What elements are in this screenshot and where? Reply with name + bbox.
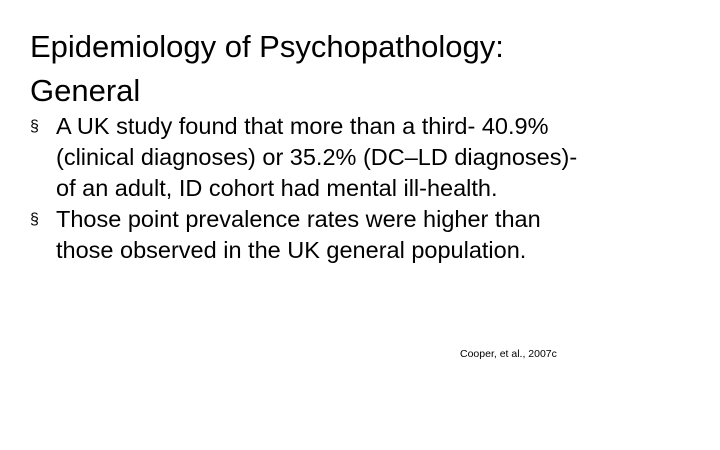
- bullet-item: [30, 111, 700, 204]
- bullet-text-line: Those point prevalence rates were higher than: [56, 206, 541, 232]
- bullet-text-line: (clinical diagnoses) or 35.2% (DC–LD diagnoses)-: [56, 144, 578, 170]
- bullet-item: [30, 204, 700, 266]
- bullet-text: [56, 111, 700, 204]
- bullet-marker-icon: §: [30, 118, 39, 135]
- bullet-text: [56, 204, 700, 266]
- bullet-list: [30, 111, 700, 266]
- slide-title-line: General: [30, 72, 141, 108]
- citation: Cooper, et al., 2007c: [460, 348, 557, 360]
- bullet-text-line: those observed in the UK general population.: [56, 237, 527, 263]
- slide-title-line: Epidemiology of Psychopathology:: [30, 28, 504, 64]
- bullet-text-line: of an adult, ID cohort had mental ill-health.: [56, 175, 498, 201]
- bullet-text-line: A UK study found that more than a third- 40.9%: [56, 113, 549, 139]
- slide-title: [30, 25, 690, 113]
- bullet-marker-icon: §: [30, 211, 39, 228]
